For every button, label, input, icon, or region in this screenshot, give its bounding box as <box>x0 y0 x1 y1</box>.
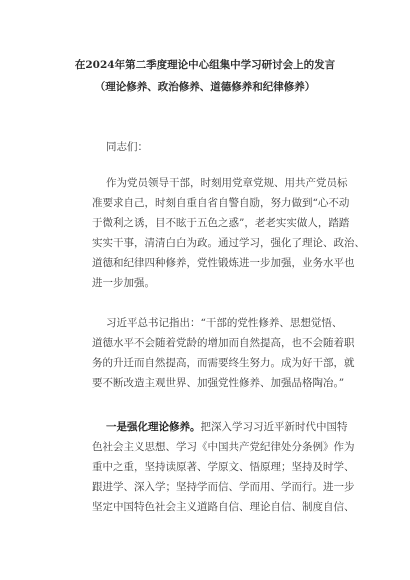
para1-line: 于微利之诱，目不眩于五色之惑”，老老实实做人，踏踏 <box>92 217 350 229</box>
para1-line: 实实干事，清清白白为政。通过学习，强化了理论、政治、 <box>92 237 365 249</box>
para3-first-line <box>106 420 348 434</box>
para2-line: 要不断改造主观世界、加强党性修养、加强品格陶冶。” <box>92 377 345 389</box>
document-title: 在2024年第二季度理论中心组集中学习研讨会上的发言 <box>74 59 336 71</box>
para3-line: 坚定中国特色社会主义道路自信、理论自信、制度自信、 <box>92 501 355 513</box>
para2-line: 习近平总书记指出：“干部的党性修养、思想觉悟、 <box>106 317 343 329</box>
para1-line: 准要求自己，时刻自重自省自警自励，努力做到“心不动 <box>92 197 350 209</box>
para1-line: 作为党员领导干部，时刻用党章党规、用共产党员标 <box>106 177 348 189</box>
para3-line: 色社会主义思想、学习《中国共产党纪律处分条例》作为 <box>92 441 355 453</box>
para1-line: 道德和纪律四种修养，党性锻炼进一步加强，业务水平也 <box>92 257 355 269</box>
section-heading: 一是强化理论修养。 <box>106 421 201 433</box>
para2-line: 务的升迁而自然提高，而需要终生努力。成为好干部，就 <box>92 357 355 369</box>
para2-line: 道德水平不会随着党龄的增加而自然提高，也不会随着职 <box>92 337 355 349</box>
para3-line: 跟进学、深入学；坚持学而信、学而用、学而行。进一步 <box>92 481 355 493</box>
para3-first-rest: 把深入学习习近平新时代中国特 <box>200 421 348 433</box>
para3-line: 重中之重，坚持读原著、学原文、悟原理；坚持及时学、 <box>92 461 355 473</box>
para1-line: 进一步加强。 <box>92 277 155 289</box>
greeting: 同志们： <box>106 141 148 153</box>
document-subtitle: （理论修养、政治修养、道德修养和纪律修养） <box>94 81 316 93</box>
